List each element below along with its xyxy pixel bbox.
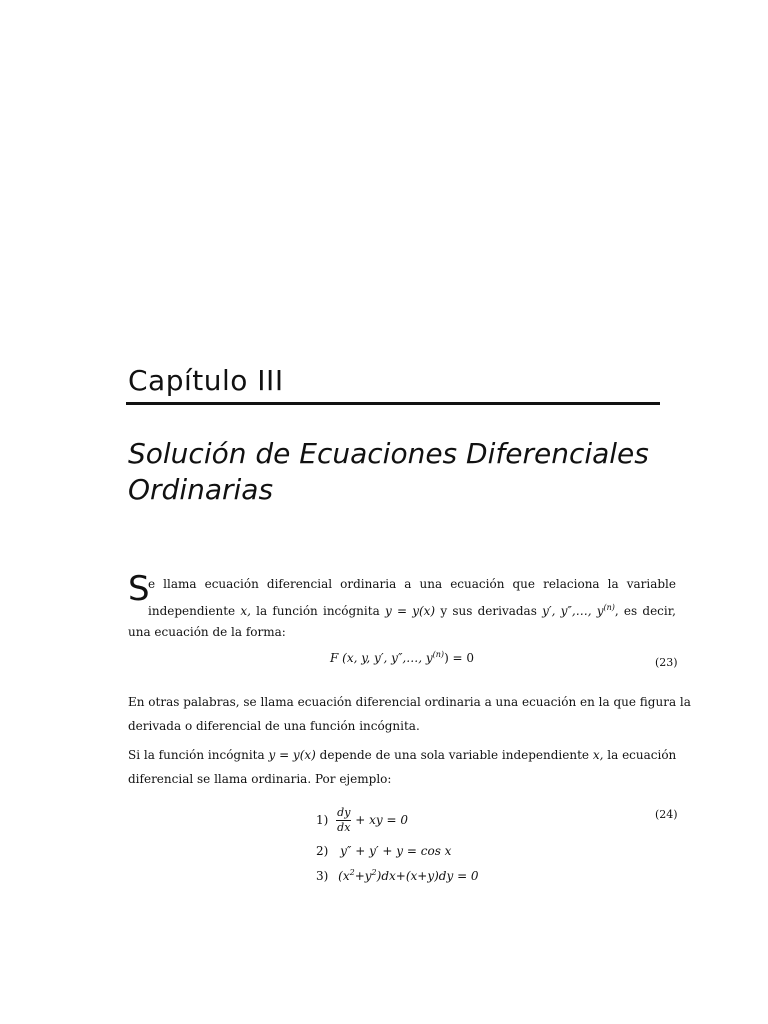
expr-part: )dx+(x+y)dy = 0 xyxy=(376,869,479,883)
example-expr xyxy=(338,869,478,883)
chapter-title-line2: Ordinarias xyxy=(128,473,274,506)
para3-text: depende de una sola variable independiente xyxy=(319,748,590,762)
para2-line2: derivada o diferencial de una función incógnita. xyxy=(128,719,420,733)
equation-23 xyxy=(330,650,474,665)
fraction-numerator: dy xyxy=(337,806,351,819)
paragraph-2 xyxy=(128,690,691,738)
expr-part: +y xyxy=(354,869,372,883)
derivative-order: (n) xyxy=(603,603,615,612)
equation-number-23: (23) xyxy=(655,656,678,669)
intro-text: y sus derivadas xyxy=(440,604,537,618)
para3-line2: diferencial se llama ordinaria. Por ejemplo: xyxy=(128,772,392,786)
example-label: 2) xyxy=(316,844,329,858)
eq23-lhs: F (x, y, y′, y″,…, y xyxy=(330,651,433,665)
fraction-denominator: dx xyxy=(337,821,351,834)
para3-line1 xyxy=(128,743,676,767)
paragraph-3 xyxy=(128,743,676,791)
drop-cap: S xyxy=(128,569,150,609)
para2-line1: En otras palabras, se llama ecuación diferencial ordinaria a una ecuación en la que figura la xyxy=(128,695,691,709)
var-x: x, xyxy=(240,604,251,618)
intro-paragraph xyxy=(148,572,676,620)
intro-line2 xyxy=(148,596,676,620)
example-expr: y″ + y′ + y = cos x xyxy=(340,844,452,858)
chapter-title xyxy=(128,436,688,508)
example-label: 3) xyxy=(316,869,329,883)
eq23-sup: (n) xyxy=(432,650,445,659)
exponent: 2 xyxy=(371,868,377,877)
intro-paragraph-cont xyxy=(128,620,676,644)
exponent: 2 xyxy=(349,868,355,877)
fraction xyxy=(336,806,351,835)
derivatives xyxy=(542,604,615,618)
example-1 xyxy=(316,806,408,835)
intro-text: la función incógnita xyxy=(256,604,380,618)
para3-text: la ecuación xyxy=(607,748,677,762)
function-eq: y = y(x) xyxy=(268,748,316,762)
expr-part: (x xyxy=(338,869,350,883)
example-2 xyxy=(316,844,451,858)
function-eq: y = y(x) xyxy=(384,604,436,618)
example-3 xyxy=(316,868,479,883)
equation-number-24: (24) xyxy=(655,808,678,821)
var-x: x, xyxy=(592,748,604,762)
eq23-rhs: ) = 0 xyxy=(444,651,475,665)
example-label: 1) xyxy=(316,813,329,827)
intro-text: independiente xyxy=(148,604,236,618)
derivatives-text: y′, y″,…, y xyxy=(542,604,604,618)
intro-line1: e llama ecuación diferencial ordinaria a una ecuación que relaciona la variable xyxy=(148,577,676,591)
chapter-label: Capítulo III xyxy=(128,364,284,397)
example-expr: + xy = 0 xyxy=(355,813,408,827)
chapter-rule xyxy=(126,402,660,405)
chapter-title-line1: Solución de Ecuaciones Diferenciales xyxy=(128,437,649,470)
para3-text: Si la función incógnita xyxy=(128,748,265,762)
intro-line3: una ecuación de la forma: xyxy=(128,625,286,639)
intro-text: , es decir, xyxy=(614,604,676,618)
